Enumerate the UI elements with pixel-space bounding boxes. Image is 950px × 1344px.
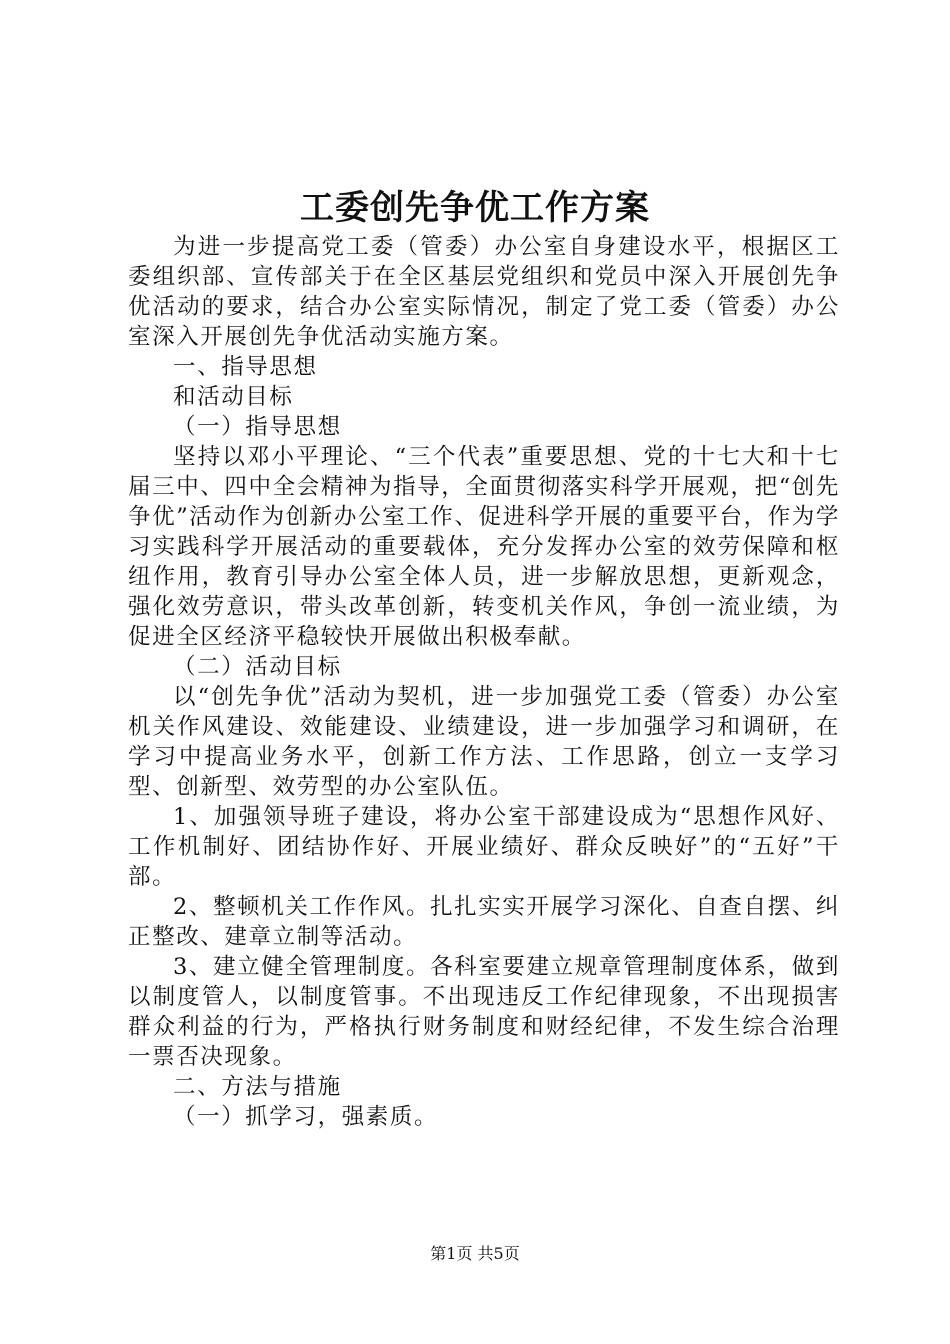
intro-paragraph: 为进一步提高党工委（管委）办公室自身建设水平，根据区工委组织部、宣传部关于在全区基层党组织和党员中深入开展创先争优活动的要求，结合办公室实际情况，制定了党工委（管委）办公室深入开展创先争优活动实施方案。 [128,234,840,350]
section-heading-methods: 二、方法与措施 [173,1074,342,1100]
goal-item-1: 1、加强领导班子建设，将办公室干部建设成为“思想作风好、工作机制好、团结协作好、开展业绩好、群众反映好”的“五好”干部。 [128,804,840,890]
section-heading-guiding-ideology: 一、指导思想 [173,354,318,380]
subsection-heading-guiding-ideology: （一）指导思想 [173,414,342,440]
document-title: 工委创先争优工作方案 [300,188,650,228]
document-body [128,232,840,1132]
section-heading-continuation: 和活动目标 [173,384,294,410]
page-number-footer: 第1页 共5页 [430,1244,520,1263]
goal-item-3: 3、建立健全管理制度。各科室要建立规章管理制度体系，做到以制度管人，以制度管事。不出现违反工作纪律现象，不出现损害群众利益的行为，严格执行财务制度和财经纪律，不发生综合治理一票否决现象。 [128,954,840,1070]
subsection-heading-study: （一）抓学习，强素质。 [173,1104,439,1130]
subsection-heading-activity-goals: （二）活动目标 [173,654,342,680]
activity-goals-paragraph: 以“创先争优”活动为契机，进一步加强党工委（管委）办公室机关作风建设、效能建设、业绩建设，进一步加强学习和调研，在学习中提高业务水平，创新工作方法、工作思路，创立一支学习型、创新型、效劳型的办公室队伍。 [128,684,840,800]
goal-item-2: 2、整顿机关工作作风。扎扎实实开展学习深化、自查自摆、纠正整改、建章立制等活动。 [128,894,840,950]
guiding-ideology-paragraph: 坚持以邓小平理论、“三个代表”重要思想、党的十七大和十七届三中、四中全会精神为指导，全面贯彻落实科学开展观，把“创先争优”活动作为创新办公室工作、促进科学开展的重要平台，作为学习实践科学开展活动的重要载体，充分发挥办公室的效劳保障和枢纽作用，教育引导办公室全体人员，进一步解放思想，更新观念，强化效劳意识，带头改革创新，转变机关作风，争创一流业绩，为促进全区经济平稳较快开展做出积极奉献。 [128,444,841,650]
